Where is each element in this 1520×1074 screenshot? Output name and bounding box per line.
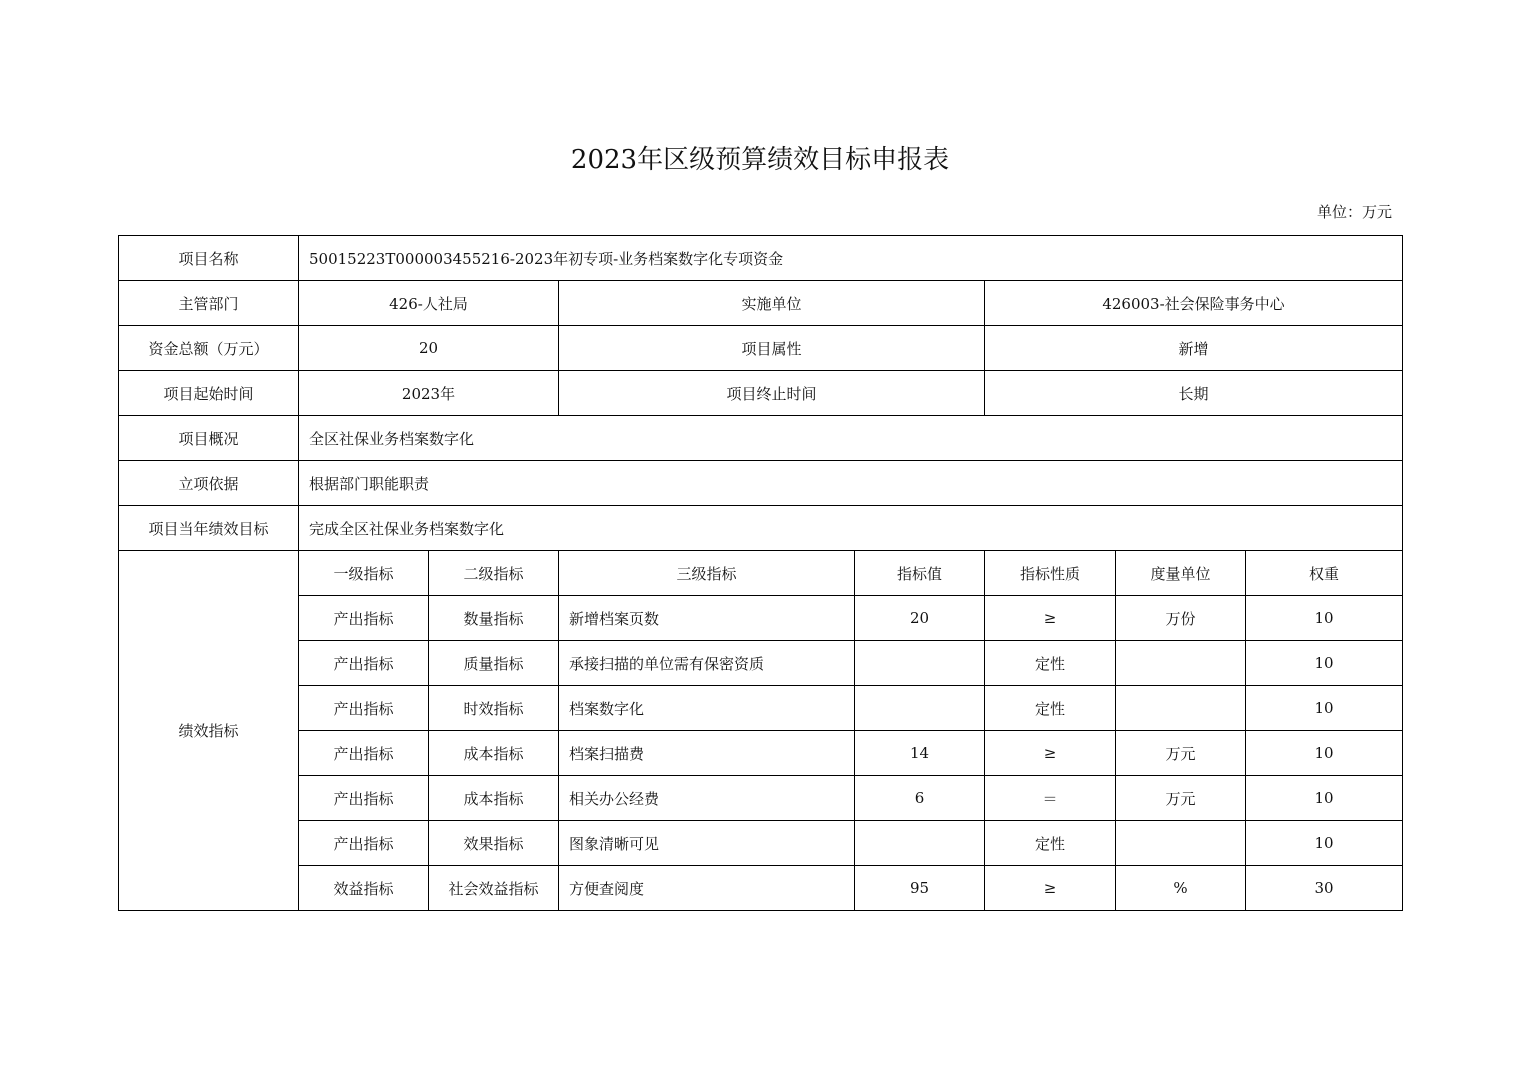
indicator-level1: 产出指标 [299, 776, 429, 821]
indicator-level1: 产出指标 [299, 686, 429, 731]
indicator-nature: 定性 [985, 641, 1116, 686]
indicator-level2: 数量指标 [429, 596, 559, 641]
indicator-row [119, 641, 1403, 686]
indicator-weight: 30 [1246, 866, 1403, 911]
header-level1: 一级指标 [299, 551, 429, 596]
indicator-level2: 效果指标 [429, 821, 559, 866]
indicator-level1: 产出指标 [299, 821, 429, 866]
impl-value: 426003-社会保险事务中心 [985, 281, 1403, 326]
row-time [119, 371, 1403, 416]
indicator-weight: 10 [1246, 731, 1403, 776]
indicator-value: 95 [855, 866, 985, 911]
indicator-unit: 万份 [1116, 596, 1246, 641]
header-nature: 指标性质 [985, 551, 1116, 596]
start-value: 2023年 [299, 371, 559, 416]
indicator-nature: ＝ [985, 776, 1116, 821]
basis-value: 根据部门职能职责 [299, 461, 1403, 506]
indicator-value: 14 [855, 731, 985, 776]
attr-label: 项目属性 [559, 326, 985, 371]
indicator-row [119, 776, 1403, 821]
indicator-level2: 成本指标 [429, 776, 559, 821]
indicator-level3: 图象清晰可见 [559, 821, 855, 866]
indicator-nature: ≥ [985, 596, 1116, 641]
indicator-level3: 方便查阅度 [559, 866, 855, 911]
basis-label: 立项依据 [119, 461, 299, 506]
indicator-nature: 定性 [985, 686, 1116, 731]
indicator-value [855, 821, 985, 866]
goal-label: 项目当年绩效目标 [119, 506, 299, 551]
overview-value: 全区社保业务档案数字化 [299, 416, 1403, 461]
indicator-unit [1116, 641, 1246, 686]
fund-label: 资金总额（万元） [119, 326, 299, 371]
indicator-level2: 成本指标 [429, 731, 559, 776]
header-value: 指标值 [855, 551, 985, 596]
indicator-header-row [119, 551, 1403, 596]
indicators-section-label: 绩效指标 [119, 551, 299, 911]
indicator-row [119, 821, 1403, 866]
project-name-value: 50015223T000003455216-2023年初专项-业务档案数字化专项资金 [299, 236, 1403, 281]
indicator-unit: 万元 [1116, 776, 1246, 821]
indicator-nature: ≥ [985, 731, 1116, 776]
impl-label: 实施单位 [559, 281, 985, 326]
indicator-level1: 效益指标 [299, 866, 429, 911]
header-unit: 度量单位 [1116, 551, 1246, 596]
row-fund [119, 326, 1403, 371]
indicator-value: 20 [855, 596, 985, 641]
indicator-level1: 产出指标 [299, 596, 429, 641]
dept-value: 426-人社局 [299, 281, 559, 326]
goal-value: 完成全区社保业务档案数字化 [299, 506, 1403, 551]
row-goal [119, 506, 1403, 551]
indicator-unit [1116, 821, 1246, 866]
indicator-level2: 质量指标 [429, 641, 559, 686]
indicator-nature: ≥ [985, 866, 1116, 911]
row-basis [119, 461, 1403, 506]
row-overview [119, 416, 1403, 461]
indicator-unit: 万元 [1116, 731, 1246, 776]
indicator-weight: 10 [1246, 821, 1403, 866]
attr-value: 新增 [985, 326, 1403, 371]
dept-label: 主管部门 [119, 281, 299, 326]
indicator-level1: 产出指标 [299, 731, 429, 776]
indicator-row [119, 731, 1403, 776]
end-value: 长期 [985, 371, 1403, 416]
indicator-level2: 社会效益指标 [429, 866, 559, 911]
indicator-value [855, 686, 985, 731]
indicator-level1: 产出指标 [299, 641, 429, 686]
indicator-level3: 新增档案页数 [559, 596, 855, 641]
indicator-level3: 承接扫描的单位需有保密资质 [559, 641, 855, 686]
row-project-name [119, 236, 1403, 281]
indicator-level3: 档案扫描费 [559, 731, 855, 776]
indicator-value [855, 641, 985, 686]
start-label: 项目起始时间 [119, 371, 299, 416]
indicator-level3: 相关办公经费 [559, 776, 855, 821]
indicator-value: 6 [855, 776, 985, 821]
header-level3: 三级指标 [559, 551, 855, 596]
end-label: 项目终止时间 [559, 371, 985, 416]
indicator-weight: 10 [1246, 686, 1403, 731]
indicator-level3: 档案数字化 [559, 686, 855, 731]
page-title: 2023年区级预算绩效目标申报表 [570, 145, 950, 175]
indicator-row [119, 686, 1403, 731]
project-name-label: 项目名称 [119, 236, 299, 281]
header-weight: 权重 [1246, 551, 1403, 596]
budget-performance-table [118, 235, 1403, 911]
header-level2: 二级指标 [429, 551, 559, 596]
row-department [119, 281, 1403, 326]
unit-label: 单位：万元 [1316, 203, 1392, 221]
fund-value: 20 [299, 326, 559, 371]
indicator-weight: 10 [1246, 596, 1403, 641]
indicator-level2: 时效指标 [429, 686, 559, 731]
indicator-weight: 10 [1246, 641, 1403, 686]
indicator-nature: 定性 [985, 821, 1116, 866]
indicator-unit: % [1116, 866, 1246, 911]
indicator-unit [1116, 686, 1246, 731]
indicator-row [119, 596, 1403, 641]
indicator-row [119, 866, 1403, 911]
indicator-weight: 10 [1246, 776, 1403, 821]
overview-label: 项目概况 [119, 416, 299, 461]
